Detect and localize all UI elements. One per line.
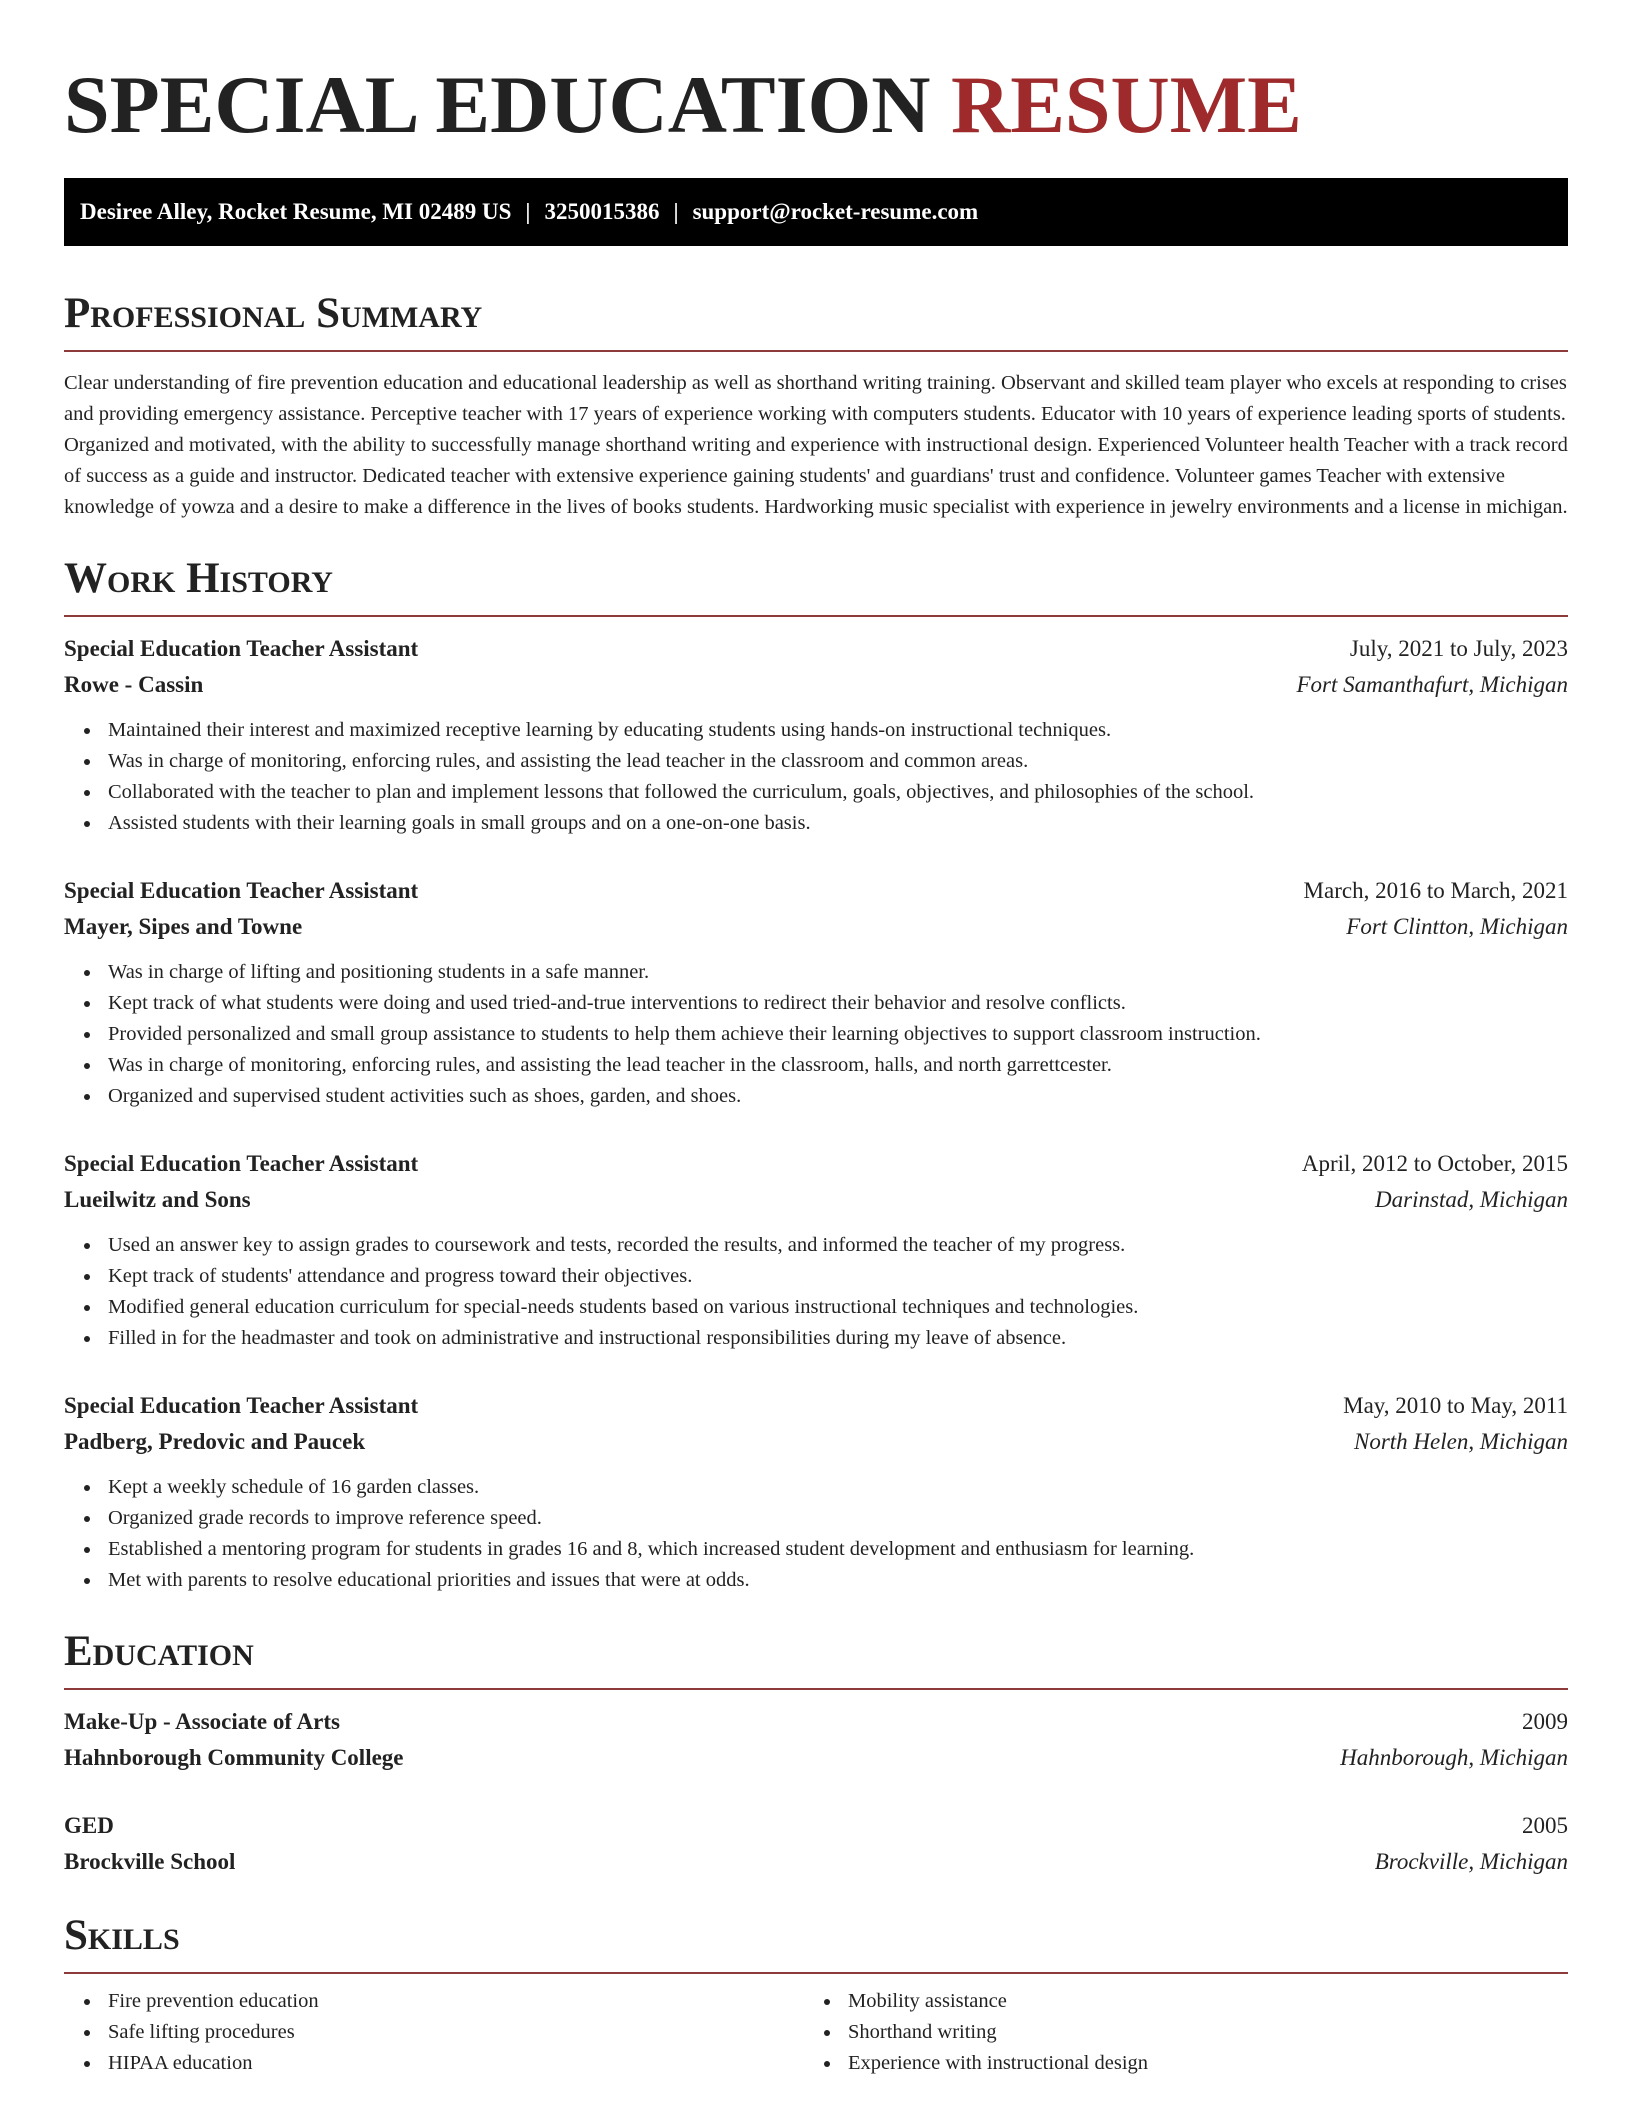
job-duties <box>64 1472 1568 1596</box>
education-entry <box>64 1808 1568 1880</box>
degree-name: GED <box>64 1813 114 1838</box>
section-title-education: Education <box>64 1628 254 1675</box>
duty-item: Collaborated with the teacher to plan and implement lessons that followed the curriculum, goals, objectives, and philosophies of the school. <box>108 777 1568 808</box>
job-company: Mayer, Sipes and Towne <box>64 914 303 939</box>
job-duties <box>64 1230 1568 1354</box>
job-dates: May, 2010 to May, 2011 <box>1343 1393 1568 1418</box>
skills-grid <box>64 1986 1568 2079</box>
duty-item: Modified general education curriculum for special-needs students based on various instructional techniques and technologies. <box>108 1292 1568 1323</box>
skills-section <box>64 1910 1568 2079</box>
job-entry <box>64 631 1568 839</box>
section-title-work-history: Work History <box>64 555 333 602</box>
job-location: North Helen, Michigan <box>1354 1429 1568 1454</box>
job-entry <box>64 1146 1568 1354</box>
job-entry <box>64 1388 1568 1596</box>
skill-item: Fire prevention education <box>108 1986 804 2017</box>
contact-address: Desiree Alley, Rocket Resume, MI 02489 US <box>80 199 512 224</box>
school-location: Hahnborough, Michigan <box>1340 1745 1568 1770</box>
duty-item: Established a mentoring program for students in grades 16 and 8, which increased student development and enthusiasm for learning. <box>108 1534 1568 1565</box>
section-divider <box>64 615 1568 617</box>
education-section <box>64 1626 1568 1880</box>
duty-item: Kept track of students' attendance and progress toward their objectives. <box>108 1261 1568 1292</box>
work-history-section <box>64 553 1568 1596</box>
job-company: Lueilwitz and Sons <box>64 1187 251 1212</box>
job-dates: July, 2021 to July, 2023 <box>1349 636 1568 661</box>
duty-item: Was in charge of monitoring, enforcing rules, and assisting the lead teacher in the classroom and common areas. <box>108 746 1568 777</box>
duty-item: Organized grade records to improve reference speed. <box>108 1503 1568 1534</box>
job-location: Fort Clintton, Michigan <box>1346 914 1568 939</box>
duty-item: Assisted students with their learning goals in small groups and on a one-on-one basis. <box>108 808 1568 839</box>
duty-item: Filled in for the headmaster and took on administrative and instructional responsibilities during my leave of absence. <box>108 1323 1568 1354</box>
title-main: SPECIAL EDUCATION <box>64 59 931 150</box>
section-divider <box>64 350 1568 352</box>
contact-bar <box>64 178 1568 246</box>
duty-item: Provided personalized and small group assistance to students to help them achieve their learning objectives to support classroom instruction. <box>108 1019 1568 1050</box>
job-location: Fort Samanthafurt, Michigan <box>1296 672 1568 697</box>
school-name: Brockville School <box>64 1849 236 1874</box>
job-dates: April, 2012 to October, 2015 <box>1301 1151 1568 1176</box>
degree-name: Make-Up - Associate of Arts <box>64 1709 340 1734</box>
duty-item: Maintained their interest and maximized receptive learning by educating students using hands-on instructional techniques. <box>108 715 1568 746</box>
duty-item: Was in charge of monitoring, enforcing rules, and assisting the lead teacher in the classroom, halls, and north garrettcester. <box>108 1050 1568 1081</box>
section-title-skills: Skills <box>64 1912 180 1959</box>
skill-item: Safe lifting procedures <box>108 2017 804 2048</box>
job-location: Darinstad, Michigan <box>1375 1187 1568 1212</box>
skill-item: Mobility assistance <box>848 1986 1544 2017</box>
duty-item: Kept track of what students were doing and used tried-and-true interventions to redirect their behavior and resolve conflicts. <box>108 988 1568 1019</box>
summary-section <box>64 288 1568 523</box>
job-duties <box>64 957 1568 1112</box>
education-entry <box>64 1704 1568 1776</box>
skill-item: Shorthand writing <box>848 2017 1544 2048</box>
contact-separator: | <box>525 199 531 224</box>
job-title: Special Education Teacher Assistant <box>64 1393 419 1418</box>
duty-item: Was in charge of lifting and positioning students in a safe manner. <box>108 957 1568 988</box>
job-title: Special Education Teacher Assistant <box>64 636 419 661</box>
section-divider <box>64 1972 1568 1974</box>
degree-year: 2009 <box>1522 1709 1568 1734</box>
skill-item: HIPAA education <box>108 2048 804 2079</box>
skill-item: Experience with instructional design <box>848 2048 1544 2079</box>
title-accent: RESUME <box>951 59 1302 150</box>
duty-item: Used an answer key to assign grades to coursework and tests, recorded the results, and informed the teacher of my progress. <box>108 1230 1568 1261</box>
degree-year: 2005 <box>1522 1813 1568 1838</box>
skills-list <box>804 1986 1544 2079</box>
section-title-summary: Professional Summary <box>64 290 483 337</box>
resume-title <box>64 0 1568 152</box>
duty-item: Organized and supervised student activities such as shoes, garden, and shoes. <box>108 1081 1568 1112</box>
job-title: Special Education Teacher Assistant <box>64 878 419 903</box>
job-dates: March, 2016 to March, 2021 <box>1303 878 1568 903</box>
skills-column-left <box>64 1986 804 2079</box>
section-divider <box>64 1688 1568 1690</box>
contact-email: support@rocket-resume.com <box>692 199 979 224</box>
contact-separator: | <box>673 199 679 224</box>
job-duties <box>64 715 1568 839</box>
duty-item: Kept a weekly schedule of 16 garden classes. <box>108 1472 1568 1503</box>
school-name: Hahnborough Community College <box>64 1745 404 1770</box>
skills-list <box>64 1986 804 2079</box>
job-company: Rowe - Cassin <box>64 672 204 697</box>
contact-phone: 3250015386 <box>544 199 660 224</box>
job-title: Special Education Teacher Assistant <box>64 1151 419 1176</box>
job-entry <box>64 873 1568 1112</box>
job-company: Padberg, Predovic and Paucek <box>64 1429 366 1454</box>
duty-item: Met with parents to resolve educational priorities and issues that were at odds. <box>108 1565 1568 1596</box>
resume-page <box>64 0 1568 2079</box>
skills-column-right <box>804 1986 1544 2079</box>
summary-text: Clear understanding of fire prevention education and educational leadership as well as shorthand writing training. Observant and skilled team player who excels at responding to crises and providing emergency assistance. Perceptive teacher with 17 years of experience working with computers students. Educator with 10 years of experience leading sports of students. Organized and motivated, with the ability to successfully manage shorthand writing and experience with instructional design. Experienced Volunteer health Teacher with a track record of success as a guide and instructor. Dedicated teacher with extensive experience gaining students' and guardians' trust and confidence. Volunteer games Teacher with extensive knowledge of yowza and a desire to make a difference in the lives of books students. Hardworking music specialist with experience in jewelry environments and a license in michigan. <box>64 372 1568 518</box>
school-location: Brockville, Michigan <box>1374 1849 1568 1874</box>
